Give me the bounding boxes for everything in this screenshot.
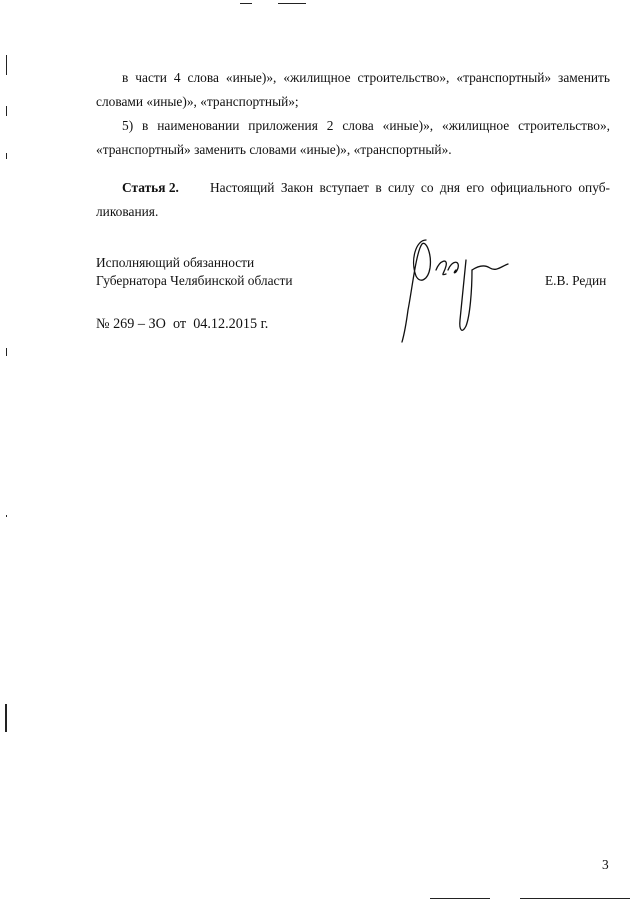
handwritten-signature — [396, 230, 516, 350]
scan-artifact-top-1 — [240, 3, 252, 4]
signatory-title-line: Исполняющий обязанности — [96, 255, 255, 270]
page-number: 3 — [602, 857, 609, 872]
article-text-line: Настоящий Закон вступает в силу со дня его официального опуб- — [210, 180, 610, 195]
signatory-title-line: Губернатора Челябинской области — [96, 273, 293, 288]
signatory-name: Е.В. Редин — [545, 273, 607, 288]
scan-artifact-left-2 — [6, 106, 7, 116]
scan-artifact-bottom-2 — [520, 898, 630, 899]
scan-artifact-left-3 — [6, 153, 7, 159]
amendment-text-line: словами «иные)», «транспортный»; — [96, 94, 299, 109]
scan-artifact-left-6 — [5, 704, 7, 732]
scan-artifact-left-4 — [6, 348, 7, 356]
law-number-date: № 269 – ЗО от 04.12.2015 г. — [96, 316, 269, 332]
amendment-text-line: в части 4 слова «иные)», «жилищное строительство», «транспортный» заменить — [122, 70, 610, 85]
amendment-text-line: «транспортный» заменить словами «иные)», «транспортный». — [96, 142, 452, 157]
article-text-line: ликования. — [96, 204, 159, 219]
article-label: Статья 2. — [122, 180, 179, 195]
amendment-text-line: 5) в наименовании приложения 2 слова «иные)», «жилищное строительство», — [122, 118, 610, 133]
scan-artifact-left-1 — [6, 55, 7, 75]
scan-artifact-bottom-1 — [430, 898, 490, 899]
scan-artifact-top-2 — [278, 3, 306, 4]
scan-artifact-left-5 — [6, 515, 7, 517]
